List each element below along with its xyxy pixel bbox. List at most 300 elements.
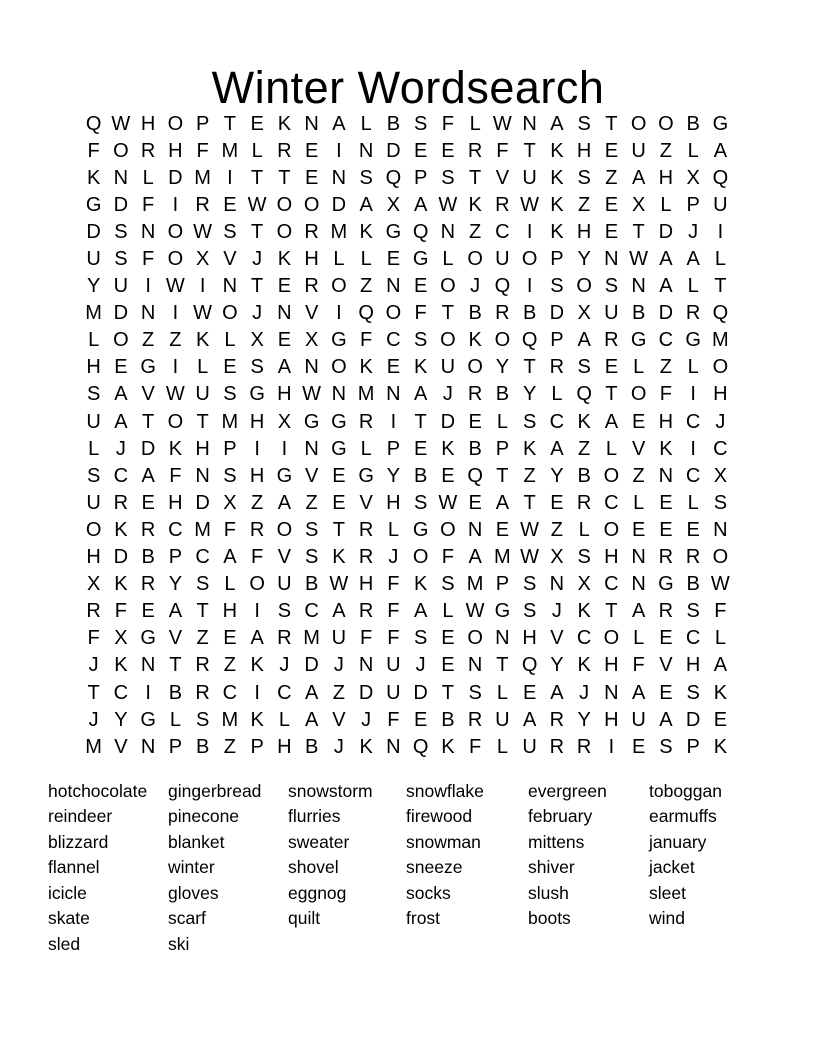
- grid-letter: Z: [251, 491, 264, 514]
- grid-letter: E: [277, 329, 292, 352]
- grid-letter: E: [550, 491, 564, 514]
- grid-letter: F: [87, 139, 100, 162]
- grid-letter: G: [712, 112, 729, 135]
- grid-letter: A: [522, 708, 537, 731]
- grid-letter: B: [577, 464, 591, 487]
- grid-letter: L: [633, 491, 645, 514]
- grid-letter: G: [140, 356, 156, 379]
- grid-letter: C: [604, 573, 619, 596]
- grid-letter: Y: [86, 275, 101, 298]
- grid-letter: A: [604, 410, 619, 433]
- grid-letter: U: [277, 573, 292, 596]
- grid-letter: A: [659, 275, 673, 298]
- grid-letter: M: [194, 166, 211, 189]
- grid-letter: J: [361, 708, 372, 731]
- grid-letter: X: [114, 627, 128, 650]
- grid-letter: K: [114, 518, 128, 541]
- grid-letter: S: [577, 356, 591, 379]
- grid-letter: G: [358, 464, 374, 487]
- grid-row: [80, 625, 734, 652]
- grid-letter: H: [658, 410, 674, 433]
- grid-letter: N: [222, 275, 238, 298]
- grid-letter: N: [386, 383, 401, 406]
- grid-letter: R: [685, 302, 701, 325]
- grid-letter: E: [441, 139, 455, 162]
- grid-letter: G: [658, 573, 674, 596]
- grid-letter: O: [276, 193, 293, 216]
- grid-letter: R: [576, 491, 592, 514]
- grid-letter: X: [386, 193, 401, 216]
- grid-letter: J: [88, 708, 99, 731]
- grid-letter: J: [333, 654, 344, 677]
- grid-letter: I: [172, 356, 179, 379]
- grid-letter: O: [249, 573, 265, 596]
- grid-letter: K: [359, 356, 373, 379]
- word-list-column: [528, 779, 607, 932]
- grid-letter: E: [631, 410, 646, 433]
- word-list-item: flannel: [48, 857, 100, 878]
- grid-letter: F: [387, 708, 400, 731]
- grid-letter: T: [169, 654, 182, 677]
- grid-letter: K: [168, 437, 183, 460]
- grid-letter: D: [195, 491, 210, 514]
- grid-letter: L: [687, 139, 699, 162]
- grid-letter: T: [278, 166, 291, 189]
- grid-letter: T: [251, 220, 264, 243]
- grid-letter: K: [359, 735, 373, 758]
- grid-letter: Z: [523, 464, 536, 487]
- grid-letter: L: [578, 518, 590, 541]
- grid-letter: A: [659, 248, 673, 271]
- grid-letter: D: [113, 302, 129, 325]
- grid-letter: F: [659, 383, 672, 406]
- grid-letter: R: [658, 600, 674, 623]
- grid-letter: E: [114, 356, 128, 379]
- grid-letter: W: [465, 600, 485, 623]
- grid-letter: R: [195, 193, 210, 216]
- grid-letter: C: [658, 329, 674, 352]
- grid-letter: L: [387, 518, 399, 541]
- grid-letter: H: [86, 546, 101, 569]
- grid-letter: H: [168, 491, 183, 514]
- word-list-item: ski: [168, 933, 190, 954]
- grid-letter: E: [413, 275, 428, 298]
- grid-letter: A: [631, 681, 646, 704]
- grid-letter: R: [358, 546, 374, 569]
- grid-letter: O: [276, 518, 293, 541]
- grid-row: [80, 408, 734, 435]
- grid-letter: R: [549, 735, 565, 758]
- grid-letter: N: [631, 275, 646, 298]
- grid-letter: T: [251, 275, 264, 298]
- grid-letter: F: [387, 573, 400, 596]
- grid-letter: T: [714, 275, 727, 298]
- grid-letter: P: [495, 573, 510, 596]
- grid-letter: N: [358, 654, 374, 677]
- grid-letter: C: [222, 681, 238, 704]
- grid-letter: L: [469, 112, 481, 135]
- word-list-item: snowstorm: [288, 781, 373, 801]
- grid-row: [80, 571, 734, 598]
- grid-row: [80, 137, 734, 164]
- grid-letter: S: [304, 546, 319, 569]
- grid-letter: O: [467, 248, 483, 271]
- grid-letter: U: [631, 139, 646, 162]
- grid-letter: A: [468, 546, 482, 569]
- grid-letter: G: [412, 518, 429, 541]
- grid-letter: T: [496, 464, 509, 487]
- grid-letter: W: [193, 302, 213, 325]
- grid-letter: W: [520, 546, 540, 569]
- word-list-item: eggnog: [288, 882, 347, 903]
- word-list-item: frost: [406, 908, 441, 929]
- grid-letter: G: [685, 329, 701, 352]
- word-list-item: sneeze: [406, 857, 463, 878]
- grid-letter: N: [604, 681, 619, 704]
- grid-letter: W: [329, 573, 349, 596]
- grid-letter: J: [252, 302, 263, 325]
- grid-letter: B: [468, 437, 482, 460]
- grid-letter: Q: [521, 329, 538, 352]
- grid-letter: G: [412, 248, 429, 271]
- grid-letter: E: [386, 248, 401, 271]
- grid-row: [80, 435, 734, 462]
- grid-letter: O: [385, 302, 402, 325]
- grid-letter: Z: [332, 681, 345, 704]
- grid-letter: L: [687, 275, 699, 298]
- grid-letter: H: [576, 220, 592, 243]
- word-list-item: socks: [406, 882, 451, 903]
- grid-letter: I: [227, 166, 233, 189]
- grid-letter: K: [86, 166, 101, 189]
- grid-letter: K: [114, 654, 128, 677]
- word-list-item: firewood: [406, 806, 473, 827]
- grid-letter: Y: [550, 464, 564, 487]
- grid-letter: M: [194, 518, 211, 541]
- grid-letter: O: [712, 356, 729, 379]
- grid-letter: W: [710, 573, 730, 596]
- grid-letter: H: [277, 383, 292, 406]
- grid-letter: L: [687, 491, 699, 514]
- grid-letter: U: [113, 275, 129, 298]
- grid-letter: N: [386, 275, 401, 298]
- grid-letter: O: [113, 329, 129, 352]
- grid-letter: S: [413, 329, 428, 352]
- grid-row: [80, 489, 734, 516]
- grid-letter: G: [303, 410, 320, 433]
- grid-letter: W: [520, 193, 540, 216]
- grid-letter: L: [714, 627, 726, 650]
- grid-letter: G: [331, 437, 347, 460]
- grid-letter: U: [522, 166, 537, 189]
- grid-letter: X: [686, 166, 700, 189]
- grid-letter: R: [467, 383, 483, 406]
- grid-letter: H: [658, 166, 674, 189]
- grid-letter: A: [550, 681, 564, 704]
- grid-letter: A: [114, 383, 128, 406]
- word-list-item: sled: [48, 933, 81, 954]
- grid-letter: H: [222, 600, 238, 623]
- grid-letter: C: [386, 329, 401, 352]
- grid-letter: K: [413, 573, 428, 596]
- grid-letter: A: [713, 139, 728, 162]
- grid-letter: Q: [85, 112, 102, 135]
- grid-letter: R: [249, 518, 265, 541]
- grid-letter: A: [359, 193, 373, 216]
- grid-letter: E: [441, 627, 455, 650]
- grid-letter: A: [277, 491, 292, 514]
- grid-letter: N: [140, 735, 156, 758]
- grid-letter: N: [495, 627, 510, 650]
- grid-letter: B: [304, 573, 319, 596]
- grid-letter: E: [413, 437, 428, 460]
- grid-letter: F: [632, 654, 645, 677]
- grid-letter: Q: [712, 302, 729, 325]
- grid-letter: U: [522, 735, 537, 758]
- grid-letter: T: [196, 410, 209, 433]
- grid-letter: J: [470, 275, 481, 298]
- grid-letter: L: [360, 437, 372, 460]
- grid-letter: Y: [550, 654, 564, 677]
- grid-letter: N: [331, 166, 347, 189]
- grid-letter: L: [687, 356, 699, 379]
- grid-letter: D: [304, 654, 319, 677]
- grid-letter: D: [413, 681, 428, 704]
- grid-letter: B: [195, 735, 210, 758]
- grid-letter: R: [495, 193, 510, 216]
- grid-letter: U: [495, 248, 510, 271]
- grid-letter: E: [604, 139, 619, 162]
- grid-letter: Y: [168, 573, 183, 596]
- grid-letter: M: [221, 708, 239, 731]
- grid-letter: L: [224, 329, 236, 352]
- grid-letter: S: [468, 681, 482, 704]
- word-list-item: snowflake: [406, 781, 484, 801]
- word-list-item: january: [649, 831, 707, 852]
- grid-letter: H: [140, 112, 156, 135]
- grid-letter: B: [386, 112, 401, 135]
- grid-letter: X: [250, 329, 264, 352]
- grid-letter: F: [496, 139, 509, 162]
- grid-letter: O: [603, 464, 620, 487]
- grid-letter: U: [195, 383, 210, 406]
- grid-letter: K: [468, 329, 482, 352]
- grid-letter: N: [467, 518, 483, 541]
- grid-letter: V: [304, 302, 319, 325]
- grid-letter: K: [277, 112, 292, 135]
- grid-letter: F: [387, 627, 400, 650]
- grid-letter: H: [522, 627, 537, 650]
- grid-letter: N: [658, 464, 674, 487]
- grid-letter: C: [549, 410, 565, 433]
- grid-letter: L: [605, 437, 617, 460]
- grid-letter: A: [141, 464, 155, 487]
- grid-letter: Z: [659, 139, 672, 162]
- grid-letter: J: [551, 600, 562, 623]
- grid-letter: S: [522, 573, 537, 596]
- grid-letter: E: [332, 464, 346, 487]
- grid-letter: R: [549, 356, 565, 379]
- grid-letter: W: [438, 193, 458, 216]
- grid-letter: K: [550, 166, 564, 189]
- grid-letter: T: [605, 383, 618, 406]
- word-list-item: quilt: [288, 908, 321, 929]
- grid-letter: B: [631, 302, 646, 325]
- grid-letter: R: [576, 735, 592, 758]
- grid-letter: M: [221, 410, 239, 433]
- grid-letter: P: [550, 329, 564, 352]
- grid-letter: Z: [550, 518, 563, 541]
- word-list-item: mittens: [528, 831, 585, 852]
- grid-letter: O: [494, 329, 511, 352]
- grid-letter: N: [140, 302, 156, 325]
- grid-letter: F: [441, 546, 454, 569]
- grid-letter: T: [223, 112, 236, 135]
- grid-letter: K: [359, 220, 373, 243]
- grid-letter: E: [304, 166, 319, 189]
- grid-letter: O: [276, 220, 293, 243]
- grid-letter: O: [113, 139, 129, 162]
- grid-letter: O: [440, 518, 456, 541]
- grid-letter: F: [360, 627, 373, 650]
- grid-letter: N: [631, 546, 646, 569]
- grid-letter: J: [715, 410, 726, 433]
- word-list-item: snowman: [406, 831, 481, 852]
- grid-letter: E: [468, 410, 482, 433]
- word-list-item: slush: [528, 882, 569, 903]
- grid-letter: S: [577, 112, 591, 135]
- grid-row: [80, 273, 734, 300]
- grid-letter: N: [386, 735, 401, 758]
- grid-letter: K: [250, 708, 264, 731]
- grid-row: [80, 652, 734, 679]
- grid-letter: X: [86, 573, 101, 596]
- grid-letter: J: [115, 437, 126, 460]
- grid-letter: A: [413, 383, 428, 406]
- word-list-item: boots: [528, 908, 571, 929]
- grid-letter: U: [713, 193, 728, 216]
- grid-letter: E: [631, 735, 646, 758]
- word-list-item: shovel: [288, 857, 339, 878]
- grid-letter: L: [660, 193, 672, 216]
- grid-letter: I: [199, 275, 206, 298]
- grid-letter: F: [469, 735, 482, 758]
- grid-letter: I: [390, 410, 397, 433]
- grid-letter: N: [522, 112, 537, 135]
- grid-letter: O: [521, 248, 538, 271]
- grid-letter: P: [195, 112, 210, 135]
- grid-letter: I: [526, 275, 533, 298]
- grid-letter: K: [195, 329, 210, 352]
- grid-letter: O: [712, 546, 729, 569]
- grid-letter: C: [195, 546, 210, 569]
- grid-letter: F: [142, 248, 155, 271]
- grid-letter: F: [169, 464, 182, 487]
- grid-row: [80, 218, 734, 245]
- grid-letter: K: [659, 437, 673, 460]
- grid-letter: A: [304, 708, 319, 731]
- grid-letter: S: [604, 275, 619, 298]
- grid-letter: L: [169, 708, 181, 731]
- grid-letter: S: [223, 383, 237, 406]
- grid-letter: W: [193, 220, 213, 243]
- grid-letter: X: [577, 302, 591, 325]
- grid-letter: S: [277, 600, 292, 623]
- grid-row: [80, 516, 734, 543]
- grid-letter: E: [659, 491, 673, 514]
- grid-row: [80, 327, 734, 354]
- grid-letter: K: [550, 220, 564, 243]
- grid-letter: E: [332, 491, 346, 514]
- grid-letter: H: [358, 573, 374, 596]
- grid-letter: G: [276, 464, 293, 487]
- grid-letter: E: [686, 518, 700, 541]
- grid-letter: V: [659, 654, 673, 677]
- grid-letter: K: [522, 437, 537, 460]
- grid-letter: L: [88, 329, 100, 352]
- grid-letter: G: [140, 708, 156, 731]
- grid-letter: B: [686, 112, 700, 135]
- grid-letter: S: [114, 248, 128, 271]
- grid-letter: K: [577, 410, 591, 433]
- grid-letter: L: [714, 248, 726, 271]
- word-list-item: wind: [649, 908, 685, 929]
- grid-letter: O: [440, 329, 456, 352]
- grid-letter: K: [577, 600, 591, 623]
- grid-letter: U: [86, 491, 101, 514]
- grid-letter: G: [385, 220, 402, 243]
- grid-letter: H: [576, 139, 592, 162]
- grid-letter: L: [551, 383, 563, 406]
- word-list-item: reindeer: [48, 806, 113, 827]
- grid-letter: G: [494, 600, 511, 623]
- grid-letter: X: [713, 464, 728, 487]
- grid-letter: X: [304, 329, 319, 352]
- grid-letter: T: [142, 410, 155, 433]
- grid-letter: W: [302, 383, 322, 406]
- grid-letter: E: [250, 112, 264, 135]
- grid-letter: E: [223, 193, 237, 216]
- grid-letter: L: [496, 735, 508, 758]
- grid-row: [80, 733, 734, 760]
- grid-letter: Q: [385, 166, 402, 189]
- grid-letter: A: [495, 491, 510, 514]
- grid-letter: Z: [223, 654, 236, 677]
- grid-letter: L: [360, 112, 372, 135]
- grid-letter: H: [277, 735, 292, 758]
- grid-letter: F: [196, 139, 209, 162]
- grid-letter: J: [388, 546, 399, 569]
- grid-row: [80, 598, 734, 625]
- grid-letter: Q: [521, 654, 538, 677]
- grid-letter: S: [713, 491, 728, 514]
- grid-letter: P: [413, 166, 428, 189]
- grid-letter: Z: [142, 329, 155, 352]
- grid-letter: N: [195, 464, 210, 487]
- grid-letter: Z: [360, 275, 373, 298]
- grid-letter: G: [331, 410, 347, 433]
- grid-letter: G: [331, 329, 347, 352]
- grid-letter: A: [332, 600, 346, 623]
- grid-letter: J: [333, 735, 344, 758]
- grid-letter: O: [630, 383, 647, 406]
- grid-letter: W: [165, 275, 185, 298]
- grid-letter: P: [550, 248, 564, 271]
- grid-letter: H: [713, 383, 728, 406]
- grid-letter: O: [467, 627, 483, 650]
- grid-letter: H: [604, 546, 619, 569]
- word-list-item: blanket: [168, 831, 225, 852]
